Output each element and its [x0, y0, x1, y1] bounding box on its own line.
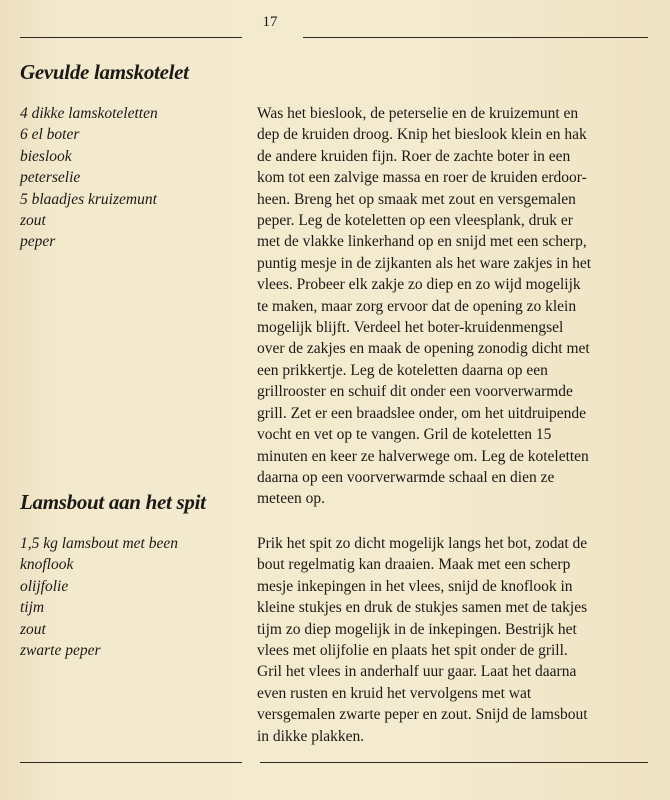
method-line: bout regelmatig kan draaien. Maak met een scherp: [257, 556, 571, 574]
method-line: mogelijk blijft. Verdeel het boter-kruidenmengsel: [257, 319, 564, 337]
method-line: vocht en vet op te vangen. Gril de koteletten 15: [257, 426, 552, 444]
ingredient-item: zout: [20, 620, 46, 638]
method-line: grill. Zet er een braadslee onder, om het uitdruipende: [257, 404, 587, 422]
method-line: Was het bieslook, de peterselie en de kruizemunt en: [257, 105, 579, 122]
method-line: daarna op een voorverwarmde schaal en dien ze: [257, 468, 555, 486]
ingredient-item: 5 blaadjes kruizemunt: [20, 190, 157, 208]
ingredient-item: peterselie: [20, 169, 81, 187]
method-line: meteen op.: [257, 490, 326, 508]
method-line: vlees met olijfolie en plaats het spit onder de grill.: [257, 642, 568, 660]
method-line: even rusten en kruid het vervolgens met wat: [257, 684, 532, 702]
ingredient-item: tijm: [20, 599, 45, 617]
ingredient-item: bieslook: [20, 147, 72, 165]
method-line: Prik het spit zo dicht mogelijk langs het bot, zodat de: [257, 535, 588, 552]
header-rule-right: [303, 37, 648, 38]
method-line: Gril het vlees in anderhalf uur gaar. Laat het daarna: [257, 663, 577, 681]
recipe-title-lamskotelet: Gevulde lamskotelet: [20, 60, 189, 84]
method-line: minuten en keer ze halverwege om. Leg de koteletten: [257, 447, 589, 465]
method-line: een prikkertje. Leg de koteletten daarna op een: [257, 361, 548, 379]
footer-rule-right: [260, 762, 648, 763]
recipe-title-lamsbout: Lamsbout aan het spit: [20, 490, 206, 514]
method-line: puntig mesje in de zijkanten als het ware zakjes in het: [257, 254, 591, 272]
method-line: de andere kruiden fijn. Roer de zachte boter in een: [257, 147, 571, 165]
method-line: dep de kruiden droog. Knip het bieslook klein en hak: [257, 126, 587, 144]
method-text-lamsbout: [257, 533, 588, 747]
method-line: grillrooster en schuif dit onder een voorverwarmde: [257, 383, 573, 401]
method-line: versgemalen zwarte peper en zout. Snijd de lamsbout: [257, 706, 588, 724]
method-line: in dikke plakken.: [257, 727, 365, 745]
ingredient-item: 4 dikke lamskoteletten: [20, 105, 158, 122]
ingredient-list-lamskotelet: [20, 103, 158, 253]
page-number: 17: [262, 14, 278, 30]
header-rule-left: [20, 37, 242, 38]
method-line: kleine stukjes en druk de stukjes samen met de takjes: [257, 599, 588, 617]
method-text-lamskotelet: [257, 103, 591, 510]
method-line: vlees. Probeer elk zakje zo diep en zo wijd mogelijk: [257, 276, 581, 294]
ingredient-list-lamsbout: [20, 533, 178, 661]
method-line: mesje inkepingen in het vlees, snijd de knoflook in: [257, 577, 573, 595]
ingredient-item: knoflook: [20, 556, 74, 574]
method-line: met de vlakke linkerhand op en snijd met een scherp,: [257, 233, 587, 251]
ingredient-item: zout: [20, 212, 46, 230]
method-line: heen. Breng het op smaak met zout en versgemalen: [257, 190, 576, 208]
method-line: over de zakjes en maak de opening zonodig dicht met: [257, 340, 590, 358]
ingredient-item: olijfolie: [20, 577, 69, 595]
footer-rule-left: [20, 762, 242, 763]
ingredient-item: peper: [20, 233, 56, 251]
ingredient-item: 6 el boter: [20, 126, 80, 144]
ingredient-item: zwarte peper: [20, 642, 101, 660]
method-line: peper. Leg de koteletten op een vleesplank, druk er: [257, 212, 573, 230]
method-line: te maken, maar zorg ervoor dat de opening zo klein: [257, 297, 577, 315]
ingredient-item: 1,5 kg lamsbout met been: [20, 535, 178, 552]
method-line: kom tot een zalvige massa en roer de kruiden erdoor-: [257, 169, 587, 187]
method-line: tijm zo diep mogelijk in de inkepingen. Bestrijk het: [257, 620, 577, 638]
